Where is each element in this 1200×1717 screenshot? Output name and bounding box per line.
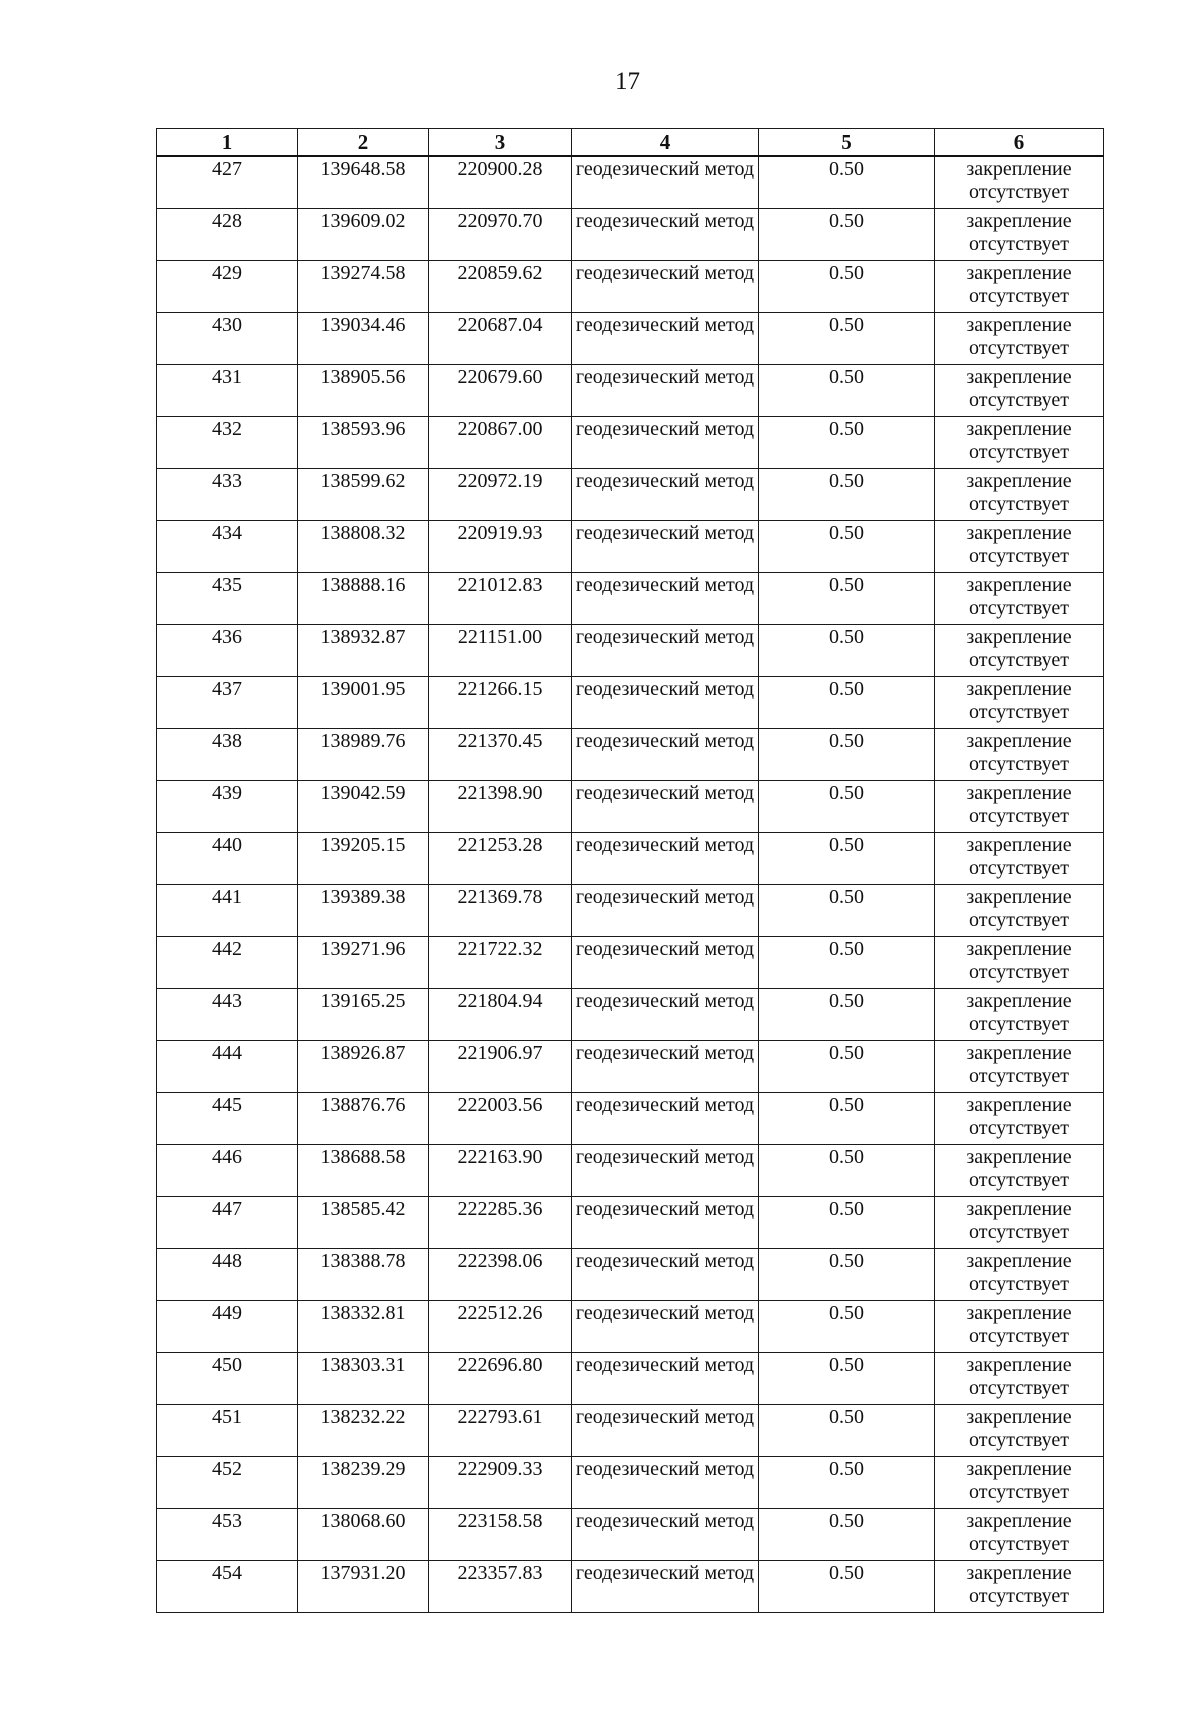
table-row <box>157 625 1104 677</box>
cell-method: геодезический метод <box>572 1197 759 1249</box>
cell-y-coordinate: 221151.00 <box>429 625 572 677</box>
cell-y-coordinate: 221398.90 <box>429 781 572 833</box>
cell-x-coordinate: 138905.56 <box>298 365 429 417</box>
table-body <box>157 156 1104 1613</box>
cell-y-coordinate: 220679.60 <box>429 365 572 417</box>
cell-accuracy: 0.50 <box>759 1509 935 1561</box>
cell-point-number: 438 <box>157 729 298 781</box>
cell-x-coordinate: 138388.78 <box>298 1249 429 1301</box>
cell-x-coordinate: 138232.22 <box>298 1405 429 1457</box>
cell-x-coordinate: 139271.96 <box>298 937 429 989</box>
cell-fixation: закрепление отсутствует <box>935 677 1104 729</box>
cell-x-coordinate: 138926.87 <box>298 1041 429 1093</box>
cell-method: геодезический метод <box>572 156 759 209</box>
cell-y-coordinate: 222003.56 <box>429 1093 572 1145</box>
table-row <box>157 1457 1104 1509</box>
cell-point-number: 439 <box>157 781 298 833</box>
cell-point-number: 431 <box>157 365 298 417</box>
cell-point-number: 442 <box>157 937 298 989</box>
cell-y-coordinate: 220970.70 <box>429 209 572 261</box>
cell-accuracy: 0.50 <box>759 1301 935 1353</box>
cell-accuracy: 0.50 <box>759 781 935 833</box>
cell-x-coordinate: 139042.59 <box>298 781 429 833</box>
table-row <box>157 1249 1104 1301</box>
cell-fixation: закрепление отсутствует <box>935 1249 1104 1301</box>
cell-method: геодезический метод <box>572 1353 759 1405</box>
header-row <box>157 129 1104 157</box>
cell-method: геодезический метод <box>572 313 759 365</box>
cell-y-coordinate: 221906.97 <box>429 1041 572 1093</box>
cell-method: геодезический метод <box>572 781 759 833</box>
cell-x-coordinate: 137931.20 <box>298 1561 429 1613</box>
cell-x-coordinate: 138599.62 <box>298 469 429 521</box>
table-row <box>157 781 1104 833</box>
cell-method: геодезический метод <box>572 365 759 417</box>
cell-point-number: 449 <box>157 1301 298 1353</box>
cell-accuracy: 0.50 <box>759 1353 935 1405</box>
cell-y-coordinate: 222512.26 <box>429 1301 572 1353</box>
cell-x-coordinate: 138068.60 <box>298 1509 429 1561</box>
cell-fixation: закрепление отсутствует <box>935 1457 1104 1509</box>
cell-y-coordinate: 220867.00 <box>429 417 572 469</box>
cell-fixation: закрепление отсутствует <box>935 833 1104 885</box>
cell-y-coordinate: 223158.58 <box>429 1509 572 1561</box>
cell-point-number: 427 <box>157 156 298 209</box>
cell-point-number: 452 <box>157 1457 298 1509</box>
header-cell-4: 4 <box>572 129 759 157</box>
cell-fixation: закрепление отсутствует <box>935 729 1104 781</box>
cell-fixation: закрепление отсутствует <box>935 261 1104 313</box>
cell-x-coordinate: 139001.95 <box>298 677 429 729</box>
cell-point-number: 433 <box>157 469 298 521</box>
cell-y-coordinate: 223357.83 <box>429 1561 572 1613</box>
cell-x-coordinate: 138688.58 <box>298 1145 429 1197</box>
cell-accuracy: 0.50 <box>759 573 935 625</box>
cell-fixation: закрепление отсутствует <box>935 1405 1104 1457</box>
cell-fixation: закрепление отсутствует <box>935 1301 1104 1353</box>
cell-method: геодезический метод <box>572 1405 759 1457</box>
cell-y-coordinate: 221266.15 <box>429 677 572 729</box>
cell-fixation: закрепление отсутствует <box>935 1093 1104 1145</box>
cell-point-number: 432 <box>157 417 298 469</box>
table-row <box>157 1145 1104 1197</box>
cell-accuracy: 0.50 <box>759 1561 935 1613</box>
cell-method: геодезический метод <box>572 625 759 677</box>
cell-method: геодезический метод <box>572 417 759 469</box>
cell-accuracy: 0.50 <box>759 1405 935 1457</box>
cell-method: геодезический метод <box>572 469 759 521</box>
cell-method: геодезический метод <box>572 833 759 885</box>
cell-method: геодезический метод <box>572 1457 759 1509</box>
cell-y-coordinate: 222398.06 <box>429 1249 572 1301</box>
cell-point-number: 445 <box>157 1093 298 1145</box>
cell-x-coordinate: 138332.81 <box>298 1301 429 1353</box>
table-row <box>157 313 1104 365</box>
cell-method: геодезический метод <box>572 1249 759 1301</box>
table-row <box>157 989 1104 1041</box>
cell-x-coordinate: 139165.25 <box>298 989 429 1041</box>
table-row <box>157 209 1104 261</box>
cell-y-coordinate: 222696.80 <box>429 1353 572 1405</box>
cell-accuracy: 0.50 <box>759 1145 935 1197</box>
cell-point-number: 440 <box>157 833 298 885</box>
cell-y-coordinate: 222163.90 <box>429 1145 572 1197</box>
cell-method: геодезический метод <box>572 729 759 781</box>
cell-point-number: 448 <box>157 1249 298 1301</box>
cell-accuracy: 0.50 <box>759 1197 935 1249</box>
cell-x-coordinate: 139034.46 <box>298 313 429 365</box>
coordinates-table <box>156 128 1104 1613</box>
cell-method: геодезический метод <box>572 1041 759 1093</box>
table-header <box>157 129 1104 157</box>
cell-fixation: закрепление отсутствует <box>935 365 1104 417</box>
cell-point-number: 435 <box>157 573 298 625</box>
header-cell-2: 2 <box>298 129 429 157</box>
cell-method: геодезический метод <box>572 1509 759 1561</box>
cell-point-number: 446 <box>157 1145 298 1197</box>
cell-accuracy: 0.50 <box>759 937 935 989</box>
header-cell-6: 6 <box>935 129 1104 157</box>
cell-accuracy: 0.50 <box>759 209 935 261</box>
cell-y-coordinate: 220972.19 <box>429 469 572 521</box>
cell-point-number: 437 <box>157 677 298 729</box>
cell-fixation: закрепление отсутствует <box>935 1145 1104 1197</box>
cell-fixation: закрепление отсутствует <box>935 521 1104 573</box>
cell-method: геодезический метод <box>572 1145 759 1197</box>
cell-y-coordinate: 220687.04 <box>429 313 572 365</box>
cell-fixation: закрепление отсутствует <box>935 417 1104 469</box>
cell-fixation: закрепление отсутствует <box>935 469 1104 521</box>
cell-y-coordinate: 220859.62 <box>429 261 572 313</box>
cell-accuracy: 0.50 <box>759 885 935 937</box>
cell-method: геодезический метод <box>572 1093 759 1145</box>
cell-point-number: 454 <box>157 1561 298 1613</box>
cell-fixation: закрепление отсутствует <box>935 885 1104 937</box>
cell-accuracy: 0.50 <box>759 365 935 417</box>
cell-x-coordinate: 139389.38 <box>298 885 429 937</box>
cell-x-coordinate: 138932.87 <box>298 625 429 677</box>
cell-accuracy: 0.50 <box>759 677 935 729</box>
cell-fixation: закрепление отсутствует <box>935 209 1104 261</box>
cell-method: геодезический метод <box>572 521 759 573</box>
cell-point-number: 444 <box>157 1041 298 1093</box>
table-row <box>157 729 1104 781</box>
table-row <box>157 833 1104 885</box>
cell-method: геодезический метод <box>572 1301 759 1353</box>
cell-fixation: закрепление отсутствует <box>935 989 1104 1041</box>
table-row <box>157 677 1104 729</box>
cell-accuracy: 0.50 <box>759 989 935 1041</box>
table-row <box>157 937 1104 989</box>
table-row <box>157 365 1104 417</box>
cell-fixation: закрепление отсутствует <box>935 1041 1104 1093</box>
table-row <box>157 573 1104 625</box>
cell-x-coordinate: 139205.15 <box>298 833 429 885</box>
cell-accuracy: 0.50 <box>759 1093 935 1145</box>
table-row <box>157 261 1104 313</box>
table-row <box>157 1041 1104 1093</box>
cell-accuracy: 0.50 <box>759 261 935 313</box>
table-row <box>157 885 1104 937</box>
header-cell-5: 5 <box>759 129 935 157</box>
cell-accuracy: 0.50 <box>759 417 935 469</box>
cell-fixation: закрепление отсутствует <box>935 625 1104 677</box>
cell-y-coordinate: 221370.45 <box>429 729 572 781</box>
cell-fixation: закрепление отсутствует <box>935 1509 1104 1561</box>
cell-method: геодезический метод <box>572 261 759 313</box>
cell-y-coordinate: 222793.61 <box>429 1405 572 1457</box>
cell-point-number: 436 <box>157 625 298 677</box>
cell-method: геодезический метод <box>572 573 759 625</box>
cell-accuracy: 0.50 <box>759 521 935 573</box>
table-row <box>157 1353 1104 1405</box>
cell-x-coordinate: 138888.16 <box>298 573 429 625</box>
cell-accuracy: 0.50 <box>759 833 935 885</box>
cell-fixation: закрепление отсутствует <box>935 313 1104 365</box>
cell-y-coordinate: 220919.93 <box>429 521 572 573</box>
table-row <box>157 156 1104 209</box>
coordinates-table-container <box>156 128 1103 1613</box>
cell-fixation: закрепление отсутствует <box>935 156 1104 209</box>
cell-x-coordinate: 138585.42 <box>298 1197 429 1249</box>
cell-fixation: закрепление отсутствует <box>935 937 1104 989</box>
cell-method: геодезический метод <box>572 937 759 989</box>
cell-fixation: закрепление отсутствует <box>935 781 1104 833</box>
cell-point-number: 443 <box>157 989 298 1041</box>
cell-y-coordinate: 222909.33 <box>429 1457 572 1509</box>
table-row <box>157 1301 1104 1353</box>
cell-x-coordinate: 138239.29 <box>298 1457 429 1509</box>
cell-point-number: 450 <box>157 1353 298 1405</box>
cell-x-coordinate: 139648.58 <box>298 156 429 209</box>
cell-method: геодезический метод <box>572 677 759 729</box>
cell-accuracy: 0.50 <box>759 469 935 521</box>
table-row <box>157 1405 1104 1457</box>
page-number: 17 <box>615 68 640 95</box>
table-row <box>157 1197 1104 1249</box>
cell-point-number: 430 <box>157 313 298 365</box>
table-row <box>157 1093 1104 1145</box>
table-row <box>157 1561 1104 1613</box>
cell-y-coordinate: 220900.28 <box>429 156 572 209</box>
cell-accuracy: 0.50 <box>759 1457 935 1509</box>
cell-y-coordinate: 221253.28 <box>429 833 572 885</box>
cell-x-coordinate: 138303.31 <box>298 1353 429 1405</box>
cell-method: геодезический метод <box>572 1561 759 1613</box>
cell-accuracy: 0.50 <box>759 1041 935 1093</box>
cell-accuracy: 0.50 <box>759 625 935 677</box>
cell-accuracy: 0.50 <box>759 313 935 365</box>
cell-point-number: 428 <box>157 209 298 261</box>
cell-fixation: закрепление отсутствует <box>935 573 1104 625</box>
cell-point-number: 441 <box>157 885 298 937</box>
cell-method: геодезический метод <box>572 989 759 1041</box>
cell-point-number: 453 <box>157 1509 298 1561</box>
cell-y-coordinate: 221804.94 <box>429 989 572 1041</box>
cell-x-coordinate: 139609.02 <box>298 209 429 261</box>
cell-x-coordinate: 138989.76 <box>298 729 429 781</box>
table-row <box>157 469 1104 521</box>
cell-point-number: 451 <box>157 1405 298 1457</box>
cell-accuracy: 0.50 <box>759 1249 935 1301</box>
cell-method: геодезический метод <box>572 209 759 261</box>
table-row <box>157 521 1104 573</box>
cell-x-coordinate: 138876.76 <box>298 1093 429 1145</box>
cell-fixation: закрепление отсутствует <box>935 1561 1104 1613</box>
cell-accuracy: 0.50 <box>759 156 935 209</box>
cell-x-coordinate: 138808.32 <box>298 521 429 573</box>
cell-x-coordinate: 139274.58 <box>298 261 429 313</box>
cell-y-coordinate: 221722.32 <box>429 937 572 989</box>
cell-y-coordinate: 221012.83 <box>429 573 572 625</box>
cell-fixation: закрепление отсутствует <box>935 1353 1104 1405</box>
cell-y-coordinate: 222285.36 <box>429 1197 572 1249</box>
cell-fixation: закрепление отсутствует <box>935 1197 1104 1249</box>
table-row <box>157 417 1104 469</box>
cell-point-number: 434 <box>157 521 298 573</box>
cell-x-coordinate: 138593.96 <box>298 417 429 469</box>
cell-point-number: 429 <box>157 261 298 313</box>
header-cell-3: 3 <box>429 129 572 157</box>
cell-accuracy: 0.50 <box>759 729 935 781</box>
table-row <box>157 1509 1104 1561</box>
cell-method: геодезический метод <box>572 885 759 937</box>
cell-point-number: 447 <box>157 1197 298 1249</box>
header-cell-1: 1 <box>157 129 298 157</box>
cell-y-coordinate: 221369.78 <box>429 885 572 937</box>
